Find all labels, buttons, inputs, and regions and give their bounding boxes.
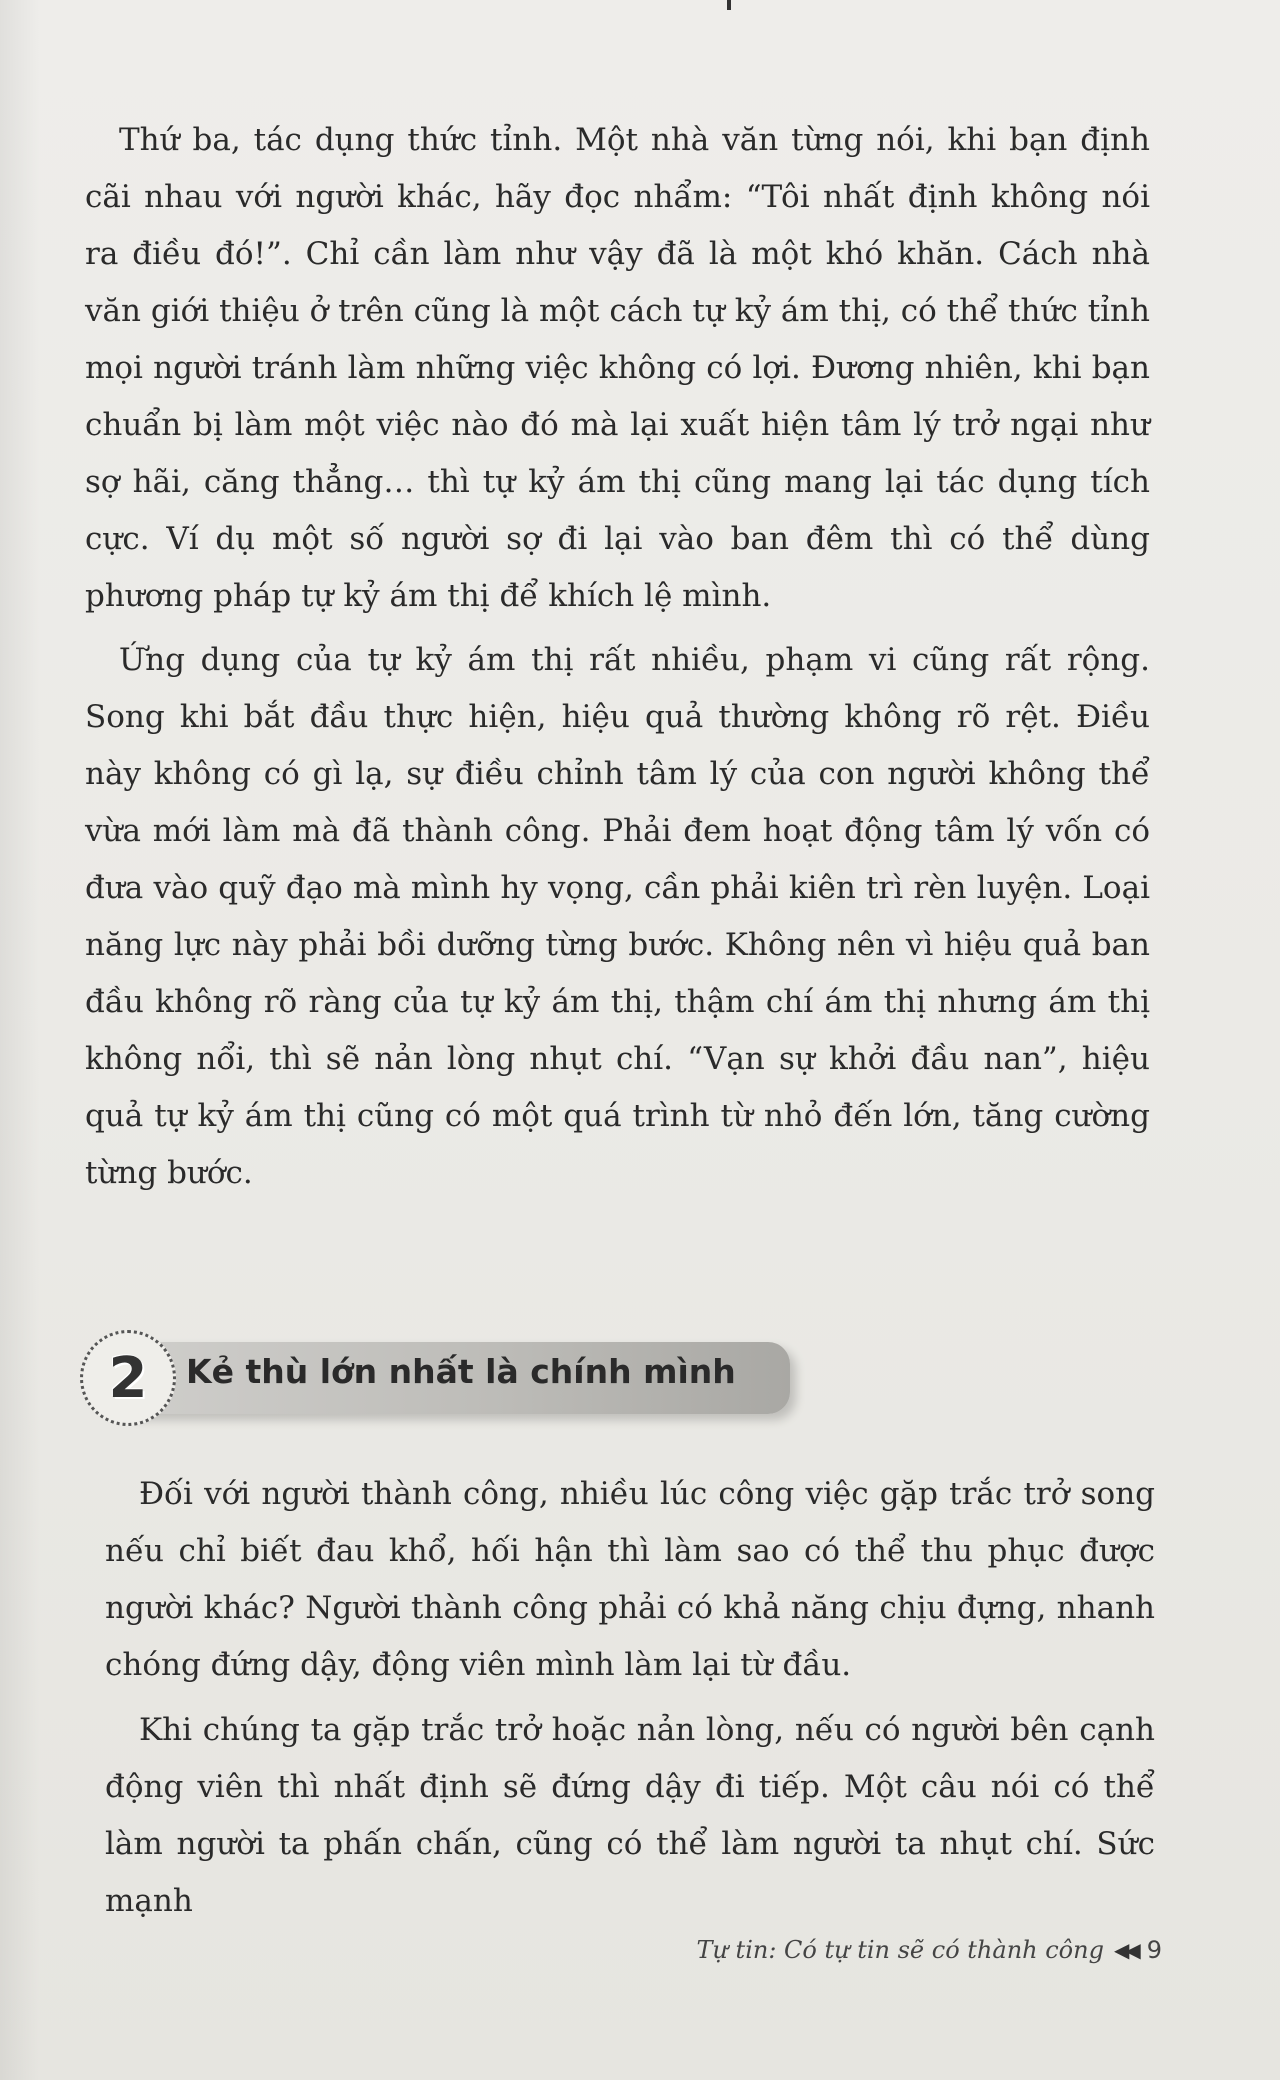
section-heading	[80, 1330, 780, 1430]
section-number-badge	[80, 1330, 176, 1426]
top-mark	[727, 0, 731, 10]
double-arrow-icon: ◀◀	[1113, 1938, 1137, 1962]
paragraph-3: Đối với người thành công, nhiều lúc công việc gặp trắc trở song nếu chỉ biết đau khổ, hối hận thì làm sao có thể thu phục được người khác? Người thành công phải có khả năng chịu đựng, nhanh chóng đứng dậy, động viên mình làm lại từ đầu.	[105, 1476, 1155, 1683]
page-gutter-shadow	[0, 0, 40, 2080]
section-number: 2	[108, 1345, 148, 1411]
page-number: 9	[1146, 1936, 1162, 1964]
running-title: Tự tin: Có tự tin sẽ có thành công	[696, 1936, 1104, 1964]
page-footer	[696, 1936, 1162, 1964]
paragraph-4: Khi chúng ta gặp trắc trở hoặc nản lòng, nếu có người bên cạnh động viên thì nhất định sẽ đứng dậy đi tiếp. Một câu nói có thể làm người ta phấn chấn, cũng có thể làm người ta nhụt chí. Sức mạnh	[105, 1712, 1155, 1919]
paragraph-2: Ứng dụng của tự kỷ ám thị rất nhiều, phạm vi cũng rất rộng. Song khi bắt đầu thực hiện, hiệu quả thường không rõ rệt. Điều này không có gì lạ, sự điều chỉnh tâm lý của con người không thể vừa mới làm mà đã thành công. Phải đem hoạt động tâm lý vốn có đưa vào quỹ đạo mà mình hy vọng, cần phải kiên trì rèn luyện. Loại năng lực này phải bồi dưỡng từng bước. Không nên vì hiệu quả ban đầu không rõ ràng của tự kỷ ám thị, thậm chí ám thị nhưng ám thị không nổi, thì sẽ nản lòng nhụt chí. “Vạn sự khởi đầu nan”, hiệu quả tự kỷ ám thị cũng có một quá trình từ nhỏ đến lớn, tăng cường từng bước.	[85, 642, 1150, 1191]
paragraph-1: Thứ ba, tác dụng thức tỉnh. Một nhà văn từng nói, khi bạn định cãi nhau với người khác, hãy đọc nhẩm: “Tôi nhất định không nói ra điều đó!”. Chỉ cần làm như vậy đã là một khó khăn. Cách nhà văn giới thiệu ở trên cũng là một cách tự kỷ ám thị, có thể thức tỉnh mọi người tránh làm những việc không có lợi. Đương nhiên, khi bạn chuẩn bị làm một việc nào đó mà lại xuất hiện tâm lý trở ngại như sợ hãi, căng thẳng… thì tự kỷ ám thị cũng mang lại tác dụng tích cực. Ví dụ một số người sợ đi lại vào ban đêm thì có thể dùng phương pháp tự kỷ ám thị để khích lệ mình.	[85, 122, 1150, 614]
section-title: Kẻ thù lớn nhất là chính mình	[186, 1352, 736, 1391]
